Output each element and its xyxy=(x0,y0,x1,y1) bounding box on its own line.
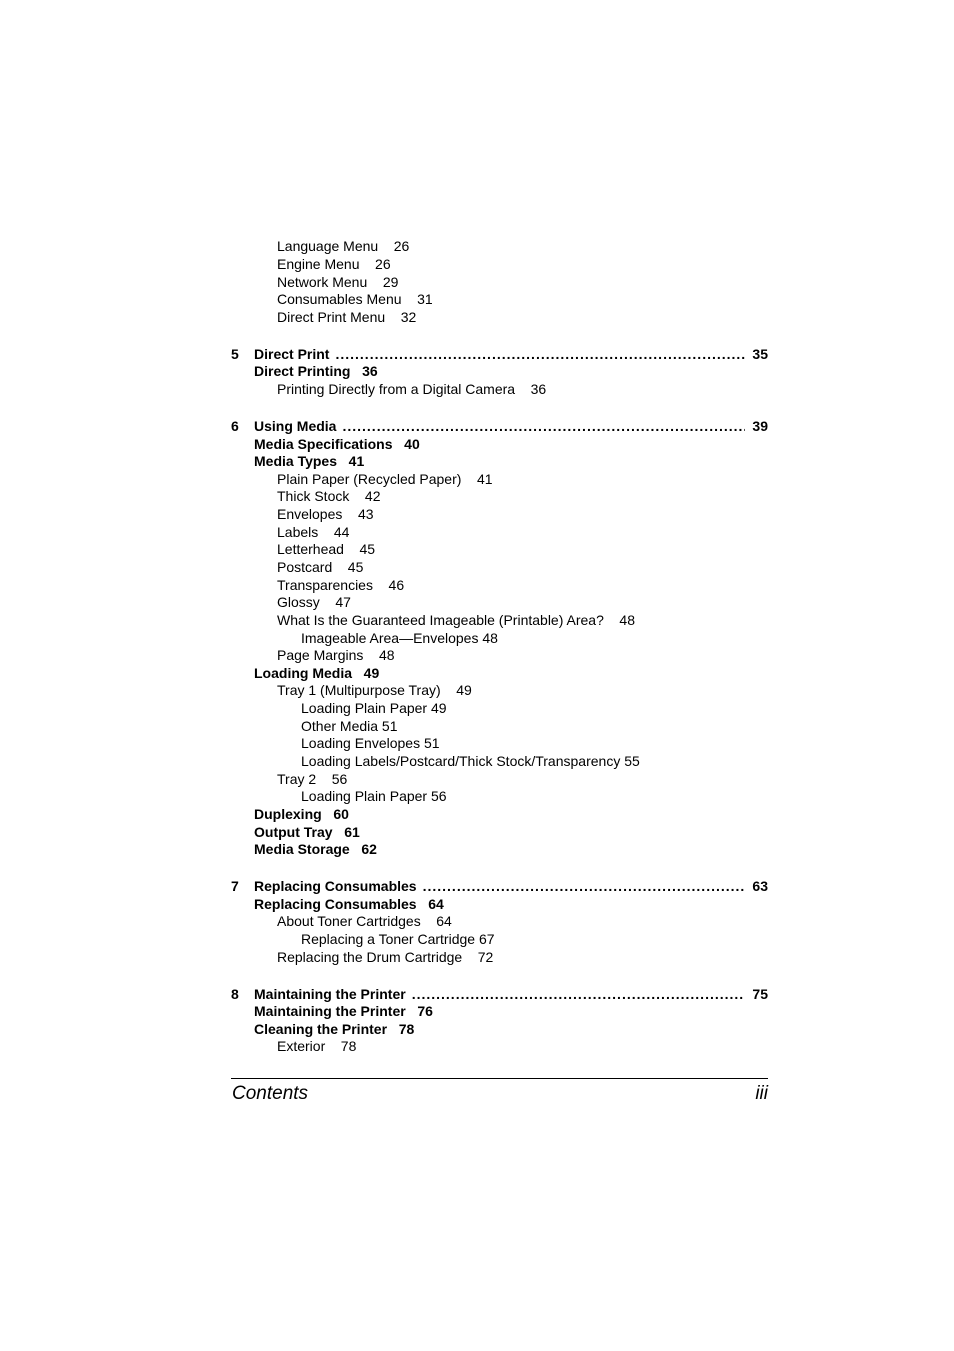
footer-page-number: iii xyxy=(755,1083,768,1104)
toc-entry: Engine Menu 26 xyxy=(277,256,391,272)
toc-section: Output Tray 61 xyxy=(254,824,360,840)
toc-entry: Postcard 45 xyxy=(277,559,364,575)
toc-entry: Exterior 78 xyxy=(277,1038,357,1054)
toc-entry: Tray 2 56 xyxy=(277,771,348,787)
toc-entry: Envelopes 43 xyxy=(277,506,374,522)
toc-section: Cleaning the Printer 78 xyxy=(254,1021,415,1037)
chapter-page: 63 xyxy=(752,878,768,894)
toc-entry: Page Margins 48 xyxy=(277,647,395,663)
chapter-title: Maintaining the Printer xyxy=(254,986,406,1002)
toc-entry: Thick Stock 42 xyxy=(277,488,381,504)
toc-section: Loading Media 49 xyxy=(254,665,380,681)
footer-rule xyxy=(231,1078,768,1079)
toc-subentry: Replacing a Toner Cartridge 67 xyxy=(301,931,495,947)
toc-entry: Network Menu 29 xyxy=(277,274,399,290)
chapter-heading xyxy=(254,346,768,363)
chapter-heading xyxy=(254,986,768,1003)
toc-entry: Letterhead 45 xyxy=(277,541,376,557)
toc-entry: About Toner Cartridges 64 xyxy=(277,913,452,929)
chapter-title: Replacing Consumables xyxy=(254,878,417,894)
chapter-page: 75 xyxy=(752,986,768,1002)
toc-section: Media Types 41 xyxy=(254,453,365,469)
toc-subentry: Loading Plain Paper 56 xyxy=(301,788,447,804)
toc-entry: Labels 44 xyxy=(277,524,350,540)
toc-entry: Plain Paper (Recycled Paper) 41 xyxy=(277,471,493,487)
leader-dots xyxy=(335,346,745,363)
chapter-number: 5 xyxy=(231,346,239,362)
toc-entry: Transparencies 46 xyxy=(277,577,405,593)
chapter-page: 39 xyxy=(752,418,768,434)
toc-subentry: Loading Envelopes 51 xyxy=(301,735,440,751)
toc-entry: Consumables Menu 31 xyxy=(277,291,433,307)
chapter-page: 35 xyxy=(752,346,768,362)
toc-entry: Glossy 47 xyxy=(277,594,351,610)
leader-dots xyxy=(423,878,746,895)
toc-section: Media Storage 62 xyxy=(254,841,377,857)
toc-section: Duplexing 60 xyxy=(254,806,349,822)
chapter-number: 8 xyxy=(231,986,239,1002)
chapter-heading xyxy=(254,878,768,895)
toc-entry: Printing Directly from a Digital Camera 36 xyxy=(277,381,547,397)
chapter-heading xyxy=(254,418,768,435)
toc-entry: What Is the Guaranteed Imageable (Printable) Area? 48 xyxy=(277,612,635,628)
chapter-title: Using Media xyxy=(254,418,337,434)
toc-subentry: Loading Labels/Postcard/Thick Stock/Transparency 55 xyxy=(301,753,640,769)
chapter-number: 7 xyxy=(231,878,239,894)
toc-section: Replacing Consumables 64 xyxy=(254,896,444,912)
toc-subentry: Loading Plain Paper 49 xyxy=(301,700,447,716)
footer-title: Contents xyxy=(232,1083,309,1104)
toc-entry: Tray 1 (Multipurpose Tray) 49 xyxy=(277,682,472,698)
leader-dots xyxy=(342,418,745,435)
toc-entry: Language Menu 26 xyxy=(277,238,410,254)
toc-entry: Replacing the Drum Cartridge 72 xyxy=(277,949,494,965)
chapter-number: 6 xyxy=(231,418,239,434)
toc-subentry: Imageable Area—Envelopes 48 xyxy=(301,630,498,646)
toc-section: Maintaining the Printer 76 xyxy=(254,1003,433,1019)
toc-entry: Direct Print Menu 32 xyxy=(277,309,417,325)
toc-section: Direct Printing 36 xyxy=(254,363,378,379)
leader-dots xyxy=(412,986,746,1003)
chapter-title: Direct Print xyxy=(254,346,330,362)
toc-section: Media Specifications 40 xyxy=(254,436,420,452)
toc-subentry: Other Media 51 xyxy=(301,718,398,734)
